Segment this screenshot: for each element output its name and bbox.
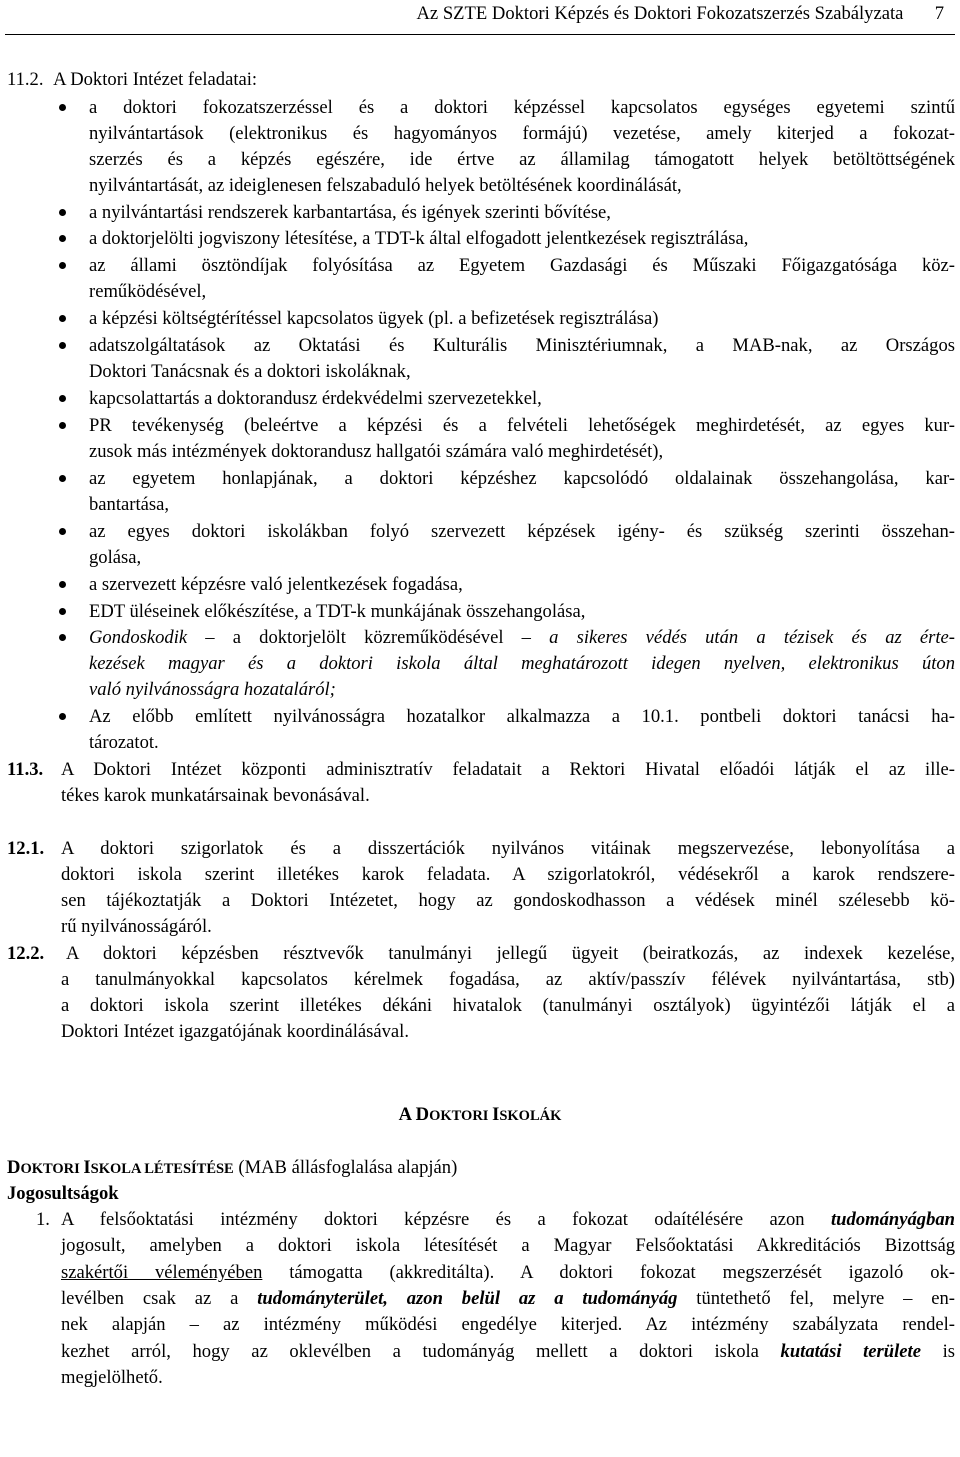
list-item-cont: zusok más intézmények doktorandusz hallgatói számára való meghirdetését),	[89, 441, 664, 462]
header-rule	[5, 34, 955, 35]
list-item-cont: kezések magyar és a doktori iskola által meghatározott idegen nyelven, elektronikus úton	[89, 653, 955, 674]
paragraph-line: A Doktori Intézet központi adminisztratív feladatait a Rektori Hivatal előadói látják el az ille-	[61, 759, 955, 780]
section-title: A Doktori Intézet feladatai:	[53, 69, 258, 90]
list-item-cont: bantartása,	[89, 494, 170, 515]
jogosultsagok-heading: Jogosultságok	[7, 1183, 119, 1204]
section-number: 12.2.	[7, 943, 45, 964]
bullet-icon	[59, 342, 66, 349]
paragraph-line: doktori iskola szerint illetékes karok feladata. A szigorlatokról, védésekről a karok rendszere-	[61, 864, 955, 885]
paragraph-line: szakértői véleményében támogatta (akkreditálta). A doktori fokozat megszerzését igazoló ok-	[61, 1262, 955, 1283]
paragraph-line: A doktori szigorlatok és a disszertációk nyilvános vitáinak megszervezése, lebonyolítása a	[61, 838, 955, 859]
chapter-title: A DOKTORI ISKOLÁK	[398, 1104, 562, 1125]
paragraph-line: tékes karok munkatársainak bevonásával.	[61, 785, 370, 806]
list-item: a képzési költségtérítéssel kapcsolatos ügyek (pl. a befizetések regisztrálása)	[89, 308, 659, 329]
paragraph-line: A felsőoktatási intézmény doktori képzésre és a fokozat odaítélésére azon tudományágban	[61, 1209, 955, 1230]
subheading: DOKTORI ISKOLA LÉTESÍTÉSE (MAB állásfoglalása alapján)	[7, 1157, 458, 1178]
paragraph-line: A doktori képzésben résztvevők tanulmányi jellegű ügyeit (beiratkozás, az indexek kezelése,	[66, 943, 955, 964]
list-item-cont: Doktori Tanácsnak és a doktori iskoláknak,	[89, 361, 411, 382]
running-header	[417, 4, 945, 24]
list-item: a nyilvántartási rendszerek karbantartása, és igények szerinti bővítése,	[89, 202, 611, 223]
paragraph-line: jogosult, amelyben a doktori iskola létesítését a Magyar Felsőoktatási Akkreditációs Bizottság	[61, 1235, 955, 1256]
bullet-icon	[59, 528, 66, 535]
list-item-cont: szerzés és a képzés egészére, ide értve az államilag támogatott helyek betöltöttségének	[89, 149, 955, 170]
paragraph-line: kezhet arról, hogy az oklevélben a tudományág mellett a doktori iskola kutatási területe is	[61, 1341, 955, 1362]
plain-text: – a doktorjelölt közreműködésével	[187, 627, 522, 648]
list-item: adatszolgáltatások az Oktatási és Kulturális Minisztériumnak, a MAB-nak, az Országos	[89, 335, 955, 356]
list-item-cont: nyilvántartását, az ideiglenesen felszabaduló helyek betöltésének koordinálását,	[89, 175, 682, 196]
list-item: az állami ösztöndíjak folyósítása az Egyetem Gazdasági és Műszaki Főigazgatósága köz-	[89, 255, 955, 276]
paragraph-line: a doktori iskola szerint illetékes dékáni hivatalok (tanulmányi osztályok) ügyintézői látják el a	[61, 995, 955, 1016]
list-item: EDT üléseinek előkészítése, a TDT-k munkájának összehangolása,	[89, 601, 586, 622]
italic-text: Gondoskodik	[89, 627, 188, 648]
bullet-icon	[59, 262, 66, 269]
list-item: kapcsolattartás a doktorandusz érdekvédelmi szervezetekkel,	[89, 388, 542, 409]
bullet-icon	[59, 209, 66, 216]
list-item: az egyes doktori iskolákban folyó szervezett képzések igény- és szükség szerinti összehan-	[89, 521, 955, 542]
section-number: 11.3.	[7, 759, 44, 780]
bullet-icon	[59, 104, 66, 111]
list-item-cont: nyilvántartások (elektronikus és hagyományos formájú) vezetése, amely kiterjed a fokozat-	[89, 123, 955, 144]
list-item	[89, 628, 955, 648]
paragraph-line: rű nyilvánosságáról.	[61, 916, 212, 937]
list-item: Az előbb említett nyilvánosságra hozatalkor alkalmazza a 10.1. pontbeli doktori tanácsi ha-	[89, 706, 955, 727]
list-item: az egyetem honlapjának, a doktori képzéshez kapcsolódó oldalainak összehangolása, kar-	[89, 468, 955, 489]
page-number: 7	[934, 3, 944, 24]
bullet-icon	[59, 608, 66, 615]
paragraph-line: sen tájékoztatják a Doktori Intézetet, hogy az gondoskodhasson a védések minél szélesebb kö-	[61, 890, 955, 911]
bullet-icon	[59, 235, 66, 242]
paragraph-line: megjelölhető.	[61, 1367, 163, 1388]
italic-text: – a sikeres védés után a tézisek és az érte-	[521, 627, 955, 648]
paragraph-line: levélben csak az a tudományterület, azon belül az a tudományág tüntethető fel, melyre – en-	[61, 1288, 955, 1309]
list-item: a szervezett képzésre való jelentkezések fogadása,	[89, 574, 463, 595]
bullet-icon	[59, 422, 66, 429]
list-item: PR tevékenység (beleértve a képzési és a felvételi lehetőségek meghirdetését, az egyes kur-	[89, 415, 955, 436]
header-title: Az SZTE Doktori Képzés és Doktori Fokozatszerzés Szabályzata	[416, 3, 904, 24]
list-item: a doktorjelölti jogviszony létesítése, a TDT-k által elfogadott jelentkezések regisztrálása,	[89, 228, 749, 249]
paragraph-line: a tanulmányokkal kapcsolatos kérelmek fogadása, az aktív/passzív félévek nyilvántartása, stb)	[61, 969, 955, 990]
paragraph-line: nek alapján – az intézmény működési engedélye kiterjed. Az intézmény szabályzata rendel-	[61, 1314, 955, 1335]
bullet-icon	[59, 315, 66, 322]
section-number: 11.2.	[7, 69, 44, 90]
section-number: 12.1.	[7, 838, 45, 859]
list-item: a doktori fokozatszerzéssel és a doktori képzéssel kapcsolatos egységes egyetemi szintű	[89, 97, 955, 118]
list-item-cont: való nyilvánosságra hozataláról;	[89, 679, 336, 700]
bullet-icon	[59, 395, 66, 402]
section-11-2-heading	[7, 70, 257, 90]
bullet-icon	[59, 713, 66, 720]
list-item-cont: golása,	[89, 547, 142, 568]
list-item-cont: tározatot.	[89, 732, 159, 753]
list-item-cont: reműködésével,	[89, 281, 207, 302]
bullet-icon	[59, 581, 66, 588]
bullet-icon	[59, 634, 66, 641]
paragraph-line: Doktori Intézet igazgatójának koordinálásával.	[61, 1021, 409, 1042]
bullet-icon	[59, 475, 66, 482]
item-number: 1.	[36, 1209, 50, 1230]
